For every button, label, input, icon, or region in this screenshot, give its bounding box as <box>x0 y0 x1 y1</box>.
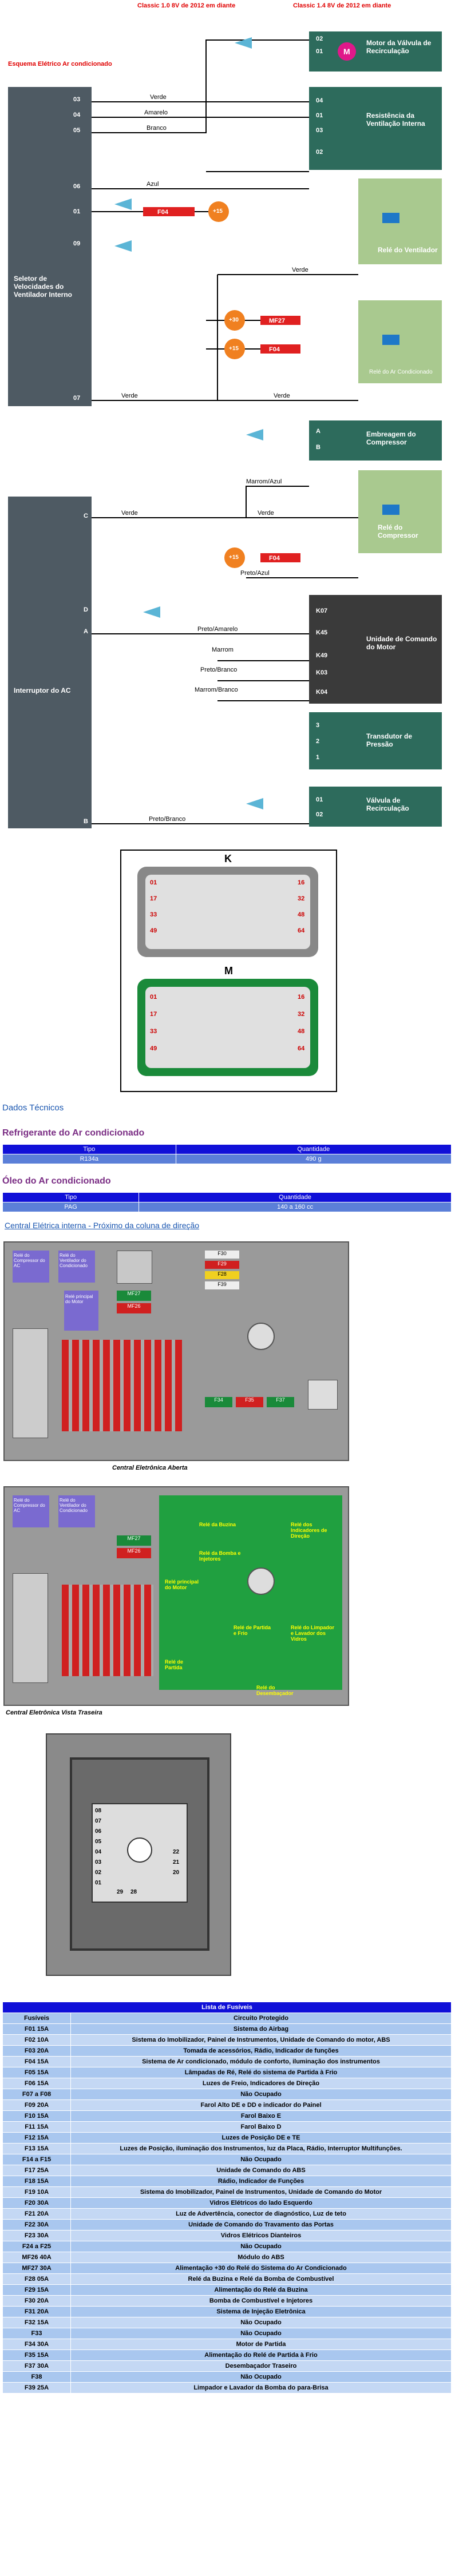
fuse-id: F29 15A <box>3 2285 71 2296</box>
fuse-circuit: Farol Baixo E <box>71 2111 452 2122</box>
fuse-circuit: Limpador e Lavador da Bomba do para-Brisa <box>71 2383 452 2394</box>
fuse-header-circuito: Circuito Protegido <box>71 2013 452 2024</box>
interruptor-pin-c: C <box>84 513 88 519</box>
fuse-id: F39 25A <box>3 2383 71 2394</box>
refrig-header-tipo: Tipo <box>3 1145 176 1154</box>
rele-ventilador-label: Relé do Ventilador <box>378 246 438 254</box>
central-f39: F39 <box>205 1281 239 1289</box>
valvula-pin-02: 02 <box>316 811 323 818</box>
rear-pin-29: 29 <box>117 1889 124 1895</box>
fuse-row <box>3 2372 452 2383</box>
central-aberta-image <box>3 1241 349 1461</box>
central-relay-slot-2 <box>308 1380 338 1410</box>
seletor-label: Seletor de Velocidades do Ventilador Interno <box>14 275 73 299</box>
transdutor-pin-2: 2 <box>316 738 320 745</box>
fuse-id: F19 10A <box>3 2187 71 2198</box>
fuse-table-title: Lista de Fusíveis <box>3 2002 452 2013</box>
wire-azul: Azul <box>147 181 159 188</box>
fuse-row <box>3 2241 452 2252</box>
central2-rele-bomba: Relé da Bomba e Injetores <box>199 1550 241 1562</box>
fuse-id: F21 20A <box>3 2209 71 2220</box>
ucm-connector <box>120 850 337 1092</box>
interruptor-pin-b: B <box>84 818 88 825</box>
fuse-circuit: Sistema de Ar condicionado, módulo de conforto, iluminação dos instrumentos <box>71 2057 452 2067</box>
wire-branco: Branco <box>147 125 167 132</box>
central2-rele-limp: Relé do Limpador e Lavador dos Vidros <box>291 1625 335 1642</box>
transdutor-pin-1: 1 <box>316 754 320 761</box>
transdutor-pin-3: 3 <box>316 722 320 729</box>
k-pin-48: 48 <box>298 911 305 918</box>
arrow-left-3 <box>246 798 263 809</box>
m-pin-33: 33 <box>150 1028 157 1035</box>
central2-connector-left <box>13 1573 48 1683</box>
central2-rele-partida: Relé de Partida <box>165 1659 184 1670</box>
fuse-circuit: Motor de Partida <box>71 2339 452 2350</box>
fuse-circuit: Relé da Buzina e Relé da Bomba de Combustível <box>71 2274 452 2285</box>
embreagem-pin-b: B <box>316 444 321 451</box>
refrig-tipo: R134a <box>3 1154 176 1164</box>
k-pin-32: 32 <box>298 895 305 902</box>
refrigerante-title: Refrigerante do Ar condicionado <box>2 1128 145 1138</box>
resist-pin-02: 02 <box>316 149 323 156</box>
k-pin-16: 16 <box>298 879 305 886</box>
motor-pin-02: 02 <box>316 35 323 42</box>
fuse-row <box>3 2285 452 2296</box>
fuse-table-body <box>3 2024 452 2394</box>
relay-switch-1 <box>382 213 399 223</box>
fuse-id: F05 15A <box>3 2067 71 2078</box>
m-pin-16: 16 <box>298 994 305 1001</box>
central-link[interactable]: Central Elétrica interna - Próximo da coluna de direção <box>5 1221 200 1230</box>
fuse-row <box>3 2350 452 2361</box>
transdutor-label: Transdutor de Pressão <box>366 732 413 748</box>
mf27-label: MF27 <box>269 317 286 324</box>
fuse-row <box>3 2078 452 2089</box>
rear-pin-22: 22 <box>173 1849 180 1855</box>
wire-verde-4: Verde <box>274 392 290 399</box>
fuse-row <box>3 2383 452 2394</box>
plus15-label-c: +15 <box>229 554 239 561</box>
resistencia-box <box>309 87 442 170</box>
arrow-right-2 <box>114 240 132 252</box>
central-relay-slot-1 <box>117 1251 152 1284</box>
connector-k-pinfield <box>145 875 310 949</box>
m-pin-01: 01 <box>150 994 157 1001</box>
fuse-id: F02 10A <box>3 2035 71 2046</box>
fuse-circuit: Sistema do Airbag <box>71 2024 452 2035</box>
valvula-label: Válvula de Recirculação <box>366 796 409 812</box>
wire-verde-5: Verde <box>121 510 138 517</box>
fuse-id: F09 20A <box>3 2100 71 2111</box>
relay-switch-3 <box>382 505 399 515</box>
fuse-circuit: Desembaçador Traseiro <box>71 2361 452 2372</box>
fuse-circuit: Farol Alto DE e DD e indicador do Painel <box>71 2100 452 2111</box>
central-rele-princ-label: Relé principal do Motor <box>65 1294 93 1304</box>
fuse-row <box>3 2176 452 2187</box>
fuse-row <box>3 2230 452 2241</box>
fuse-row <box>3 2067 452 2078</box>
fuse-id: F33 <box>3 2328 71 2339</box>
fuse-id: F06 15A <box>3 2078 71 2089</box>
fuse-id: F12 15A <box>3 2133 71 2144</box>
resistencia-label: Resistência da Ventilação Interna <box>366 112 425 128</box>
fuse-row <box>3 2328 452 2339</box>
wire-verde-2: Verde <box>292 267 308 273</box>
wire-preto-branco-2: Preto/Branco <box>149 816 186 823</box>
fuse-id: F17 25A <box>3 2165 71 2176</box>
k-pin-64: 64 <box>298 927 305 934</box>
central-screw <box>247 1323 275 1350</box>
fuse-f04-label-b: F04 <box>269 346 280 353</box>
fuse-row <box>3 2252 452 2263</box>
fuse-row <box>3 2100 452 2111</box>
wire-verde-3: Verde <box>121 392 138 399</box>
motor-m-label: M <box>343 47 350 56</box>
arrow-right-1 <box>114 199 132 210</box>
m-pin-48: 48 <box>298 1028 305 1035</box>
fuse-f04-c <box>260 553 300 562</box>
plus30-label: +30 <box>229 317 239 323</box>
fuse-circuit: Rádio, Indicador de Funções <box>71 2176 452 2187</box>
wire-marrom-azul: Marrom/Azul <box>246 478 282 485</box>
fuse-circuit: Módulo do ABS <box>71 2252 452 2263</box>
fuse-id: F35 15A <box>3 2350 71 2361</box>
fuse-circuit: Unidade de Comando do ABS <box>71 2165 452 2176</box>
fuse-circuit: Alimentação +30 do Relé do Sistema do Ar Condicionado <box>71 2263 452 2274</box>
fuse-row <box>3 2035 452 2046</box>
fuse-id: F22 30A <box>3 2220 71 2230</box>
rear-pin-05: 05 <box>95 1839 102 1845</box>
fuse-row <box>3 2133 452 2144</box>
dados-tecnicos-title: Dados Técnicos <box>2 1103 64 1113</box>
fuse-id: F20 30A <box>3 2198 71 2209</box>
fuse-row <box>3 2111 452 2122</box>
fuse-id: F04 15A <box>3 2057 71 2067</box>
fuse-id: F01 15A <box>3 2024 71 2035</box>
interruptor-pin-d: D <box>84 606 88 613</box>
fuse-circuit: Alimentação do Relé da Buzina <box>71 2285 452 2296</box>
embreagem-pin-a: A <box>316 428 321 435</box>
motor-pin-01: 01 <box>316 48 323 55</box>
plus15-label-b: +15 <box>229 346 239 352</box>
ucm-pin-k07: K07 <box>316 608 328 614</box>
fuse-row <box>3 2339 452 2350</box>
interruptor-pin-a: A <box>84 628 88 635</box>
central-rear-center <box>127 1837 152 1863</box>
resist-pin-03: 03 <box>316 127 323 134</box>
embreagem-label: Embreagem do Compressor <box>366 430 416 446</box>
fuse-row <box>3 2317 452 2328</box>
ucm-pin-k45: K45 <box>316 629 328 636</box>
fuse-circuit: Tomada de acessórios, Rádio, Indicador de funções <box>71 2046 452 2057</box>
fuse-f04-label-a: F04 <box>157 209 168 216</box>
rele-compressor-box <box>358 470 442 553</box>
oleo-table <box>2 1192 452 1212</box>
fuse-row <box>3 2144 452 2154</box>
seletor-pin-06: 06 <box>73 183 81 190</box>
fuse-row <box>3 2057 452 2067</box>
resist-pin-01: 01 <box>316 112 323 119</box>
fuse-row <box>3 2089 452 2100</box>
rear-pin-01: 01 <box>95 1880 102 1886</box>
connector-m-label: M <box>224 965 233 977</box>
fuse-circuit: Unidade de Comando do Travamento das Portas <box>71 2220 452 2230</box>
rear-pin-07: 07 <box>95 1818 102 1824</box>
ucm-pin-k04: K04 <box>316 689 328 696</box>
fuse-circuit: Não Ocupado <box>71 2328 452 2339</box>
central2-screw <box>247 1567 275 1595</box>
rele-ar-label: Relé do Ar Condicionado <box>369 369 433 375</box>
fuse-circuit: Lâmpadas de Ré, Relé do sistema de Partida à Frio <box>71 2067 452 2078</box>
fuse-id: F38 <box>3 2372 71 2383</box>
refrigerante-table <box>2 1144 452 1164</box>
fuse-row <box>3 2209 452 2220</box>
fuse-id: F28 05A <box>3 2274 71 2285</box>
fuse-f04-label-c: F04 <box>269 555 280 562</box>
motor-valvula-label: Motor da Válvula de Recirculação <box>366 39 432 55</box>
seletor-pin-01: 01 <box>73 208 81 215</box>
fuse-circuit: Alimentação do Relé de Partida à Frio <box>71 2350 452 2361</box>
fuse-id: F37 30A <box>3 2361 71 2372</box>
seletor-pin-07: 07 <box>73 395 81 402</box>
wire-preto-amarelo: Preto/Amarelo <box>197 626 238 633</box>
ucm-pin-k03: K03 <box>316 669 328 676</box>
k-pin-17: 17 <box>150 895 157 902</box>
fuse-id: F34 30A <box>3 2339 71 2350</box>
fuse-circuit: Não Ocupado <box>71 2089 452 2100</box>
oleo-qtd: 140 a 160 cc <box>139 1202 452 1212</box>
central2-rele-motor: Relé principal do Motor <box>165 1579 199 1590</box>
fuse-row <box>3 2024 452 2035</box>
rear-pin-06: 06 <box>95 1828 102 1835</box>
fuse-row <box>3 2165 452 2176</box>
interruptor-label: Interruptor do AC <box>14 686 71 694</box>
rear-pin-28: 28 <box>130 1889 137 1895</box>
central-mf26: MF26 <box>117 1303 151 1313</box>
connector-k-body <box>137 867 318 957</box>
schema-title: Esquema Elétrico Ar condicionado <box>8 61 112 68</box>
fuse-f04-a <box>143 207 195 216</box>
ucm-label: Unidade de Comando do Motor <box>366 635 437 651</box>
m-pin-32: 32 <box>298 1011 305 1018</box>
fuse-id: F13 15A <box>3 2144 71 2154</box>
fuse-row <box>3 2296 452 2307</box>
rear-pin-03: 03 <box>95 1859 102 1865</box>
central-rele-comp-label: Relé do Compressor do AC <box>14 1253 45 1268</box>
fuse-id: F03 20A <box>3 2046 71 2057</box>
fuse-id: MF26 40A <box>3 2252 71 2263</box>
seletor-pin-04: 04 <box>73 112 81 118</box>
central-f30: F30 <box>205 1251 239 1259</box>
rear-pin-21: 21 <box>173 1859 180 1865</box>
fuse-id: F18 15A <box>3 2176 71 2187</box>
fuse-circuit: Sistema do Imobilizador, Painel de Instrumentos, Unidade de Comando do motor, ABS <box>71 2035 452 2046</box>
refrig-qtd: 490 g <box>176 1154 451 1164</box>
fuse-id: F14 a F15 <box>3 2154 71 2165</box>
fuse-circuit: Não Ocupado <box>71 2317 452 2328</box>
fuse-circuit: Não Ocupado <box>71 2241 452 2252</box>
fuse-row <box>3 2198 452 2209</box>
rear-pin-04: 04 <box>95 1849 102 1855</box>
seletor-pin-03: 03 <box>73 96 81 103</box>
central-f35: F35 <box>236 1397 263 1407</box>
ucm-pin-k49: K49 <box>316 652 328 659</box>
fuse-f04-b <box>260 344 300 354</box>
arrow-right-3 <box>143 606 160 618</box>
header-classic-10: Classic 1.0 8V de 2012 em diante <box>137 2 236 9</box>
fuse-circuit: Bomba de Combustível e Injetores <box>71 2296 452 2307</box>
caption-traseira: Central Eletrônica Vista Traseira <box>6 1709 102 1716</box>
central-rear-image <box>46 1733 231 1976</box>
central-fuse-bank <box>62 1340 182 1431</box>
connector-k-label: K <box>224 853 232 864</box>
valvula-pin-01: 01 <box>316 796 323 803</box>
central-f34: F34 <box>205 1397 232 1407</box>
fuse-circuit: Não Ocupado <box>71 2372 452 2383</box>
fuse-circuit: Vidros Elétricos do lado Esquerdo <box>71 2198 452 2209</box>
fuse-id: F30 20A <box>3 2296 71 2307</box>
rear-pin-02: 02 <box>95 1870 102 1876</box>
fuse-row <box>3 2046 452 2057</box>
central2-rele-buzina: Relé da Buzina <box>199 1522 236 1527</box>
central-f29: F29 <box>205 1261 239 1269</box>
fuse-circuit: Luz de Advertência, conector de diagnóstico, Luz de teto <box>71 2209 452 2220</box>
wire-amarelo: Amarelo <box>144 109 168 116</box>
fuse-header-fusiveis: Fusíveis <box>3 2013 71 2024</box>
m-pin-49: 49 <box>150 1045 157 1052</box>
fuse-id: F10 15A <box>3 2111 71 2122</box>
wire-marrom: Marrom <box>212 646 234 653</box>
wiring-diagram <box>0 0 455 835</box>
fuse-circuit: Vidros Elétricos Dianteiros <box>71 2230 452 2241</box>
header-classic-14: Classic 1.4 8V de 2012 em diante <box>293 2 391 9</box>
interruptor-box <box>8 497 92 828</box>
central2-rele-desemb: Relé do Desembaçador <box>256 1685 294 1696</box>
wire-preto-azul: Preto/Azul <box>240 570 270 577</box>
arrow-left-1 <box>235 37 252 49</box>
oleo-header-qtd: Quantidade <box>139 1193 452 1202</box>
k-pin-33: 33 <box>150 911 157 918</box>
wire-verde-6: Verde <box>258 510 274 517</box>
m-pin-64: 64 <box>298 1045 305 1052</box>
plus15-label-a: +15 <box>213 208 223 215</box>
fuse-row <box>3 2154 452 2165</box>
fuse-circuit: Sistema do Imobilizador, Painel de Instrumentos, Unidade de Comando do Motor <box>71 2187 452 2198</box>
central2-rele-farol: Relé de Partida e Frio <box>234 1625 271 1636</box>
fuse-id: F32 15A <box>3 2317 71 2328</box>
seletor-pin-05: 05 <box>73 127 81 134</box>
fuse-circuit: Sistema de Injeção Eletrônica <box>71 2307 452 2317</box>
fuse-id: F24 a F25 <box>3 2241 71 2252</box>
seletor-pin-09: 09 <box>73 240 81 247</box>
central2-rele-vent-label: Relé do Ventilador do Condicionado <box>60 1498 88 1513</box>
rear-pin-20: 20 <box>173 1870 180 1876</box>
fuse-row <box>3 2220 452 2230</box>
fuse-id: F07 a F08 <box>3 2089 71 2100</box>
fuse-circuit: Luzes de Posição, iluminação dos Instrumentos, luz da Placa, Rádio, Interruptor Multifunções. <box>71 2144 452 2154</box>
fuse-id: F23 30A <box>3 2230 71 2241</box>
central2-mf27: MF27 <box>117 1535 151 1546</box>
k-pin-01: 01 <box>150 879 157 886</box>
caption-aberta: Central Eletrônica Aberta <box>112 1464 188 1471</box>
wire-marrom-branco: Marrom/Branco <box>195 686 238 693</box>
central2-mf26: MF26 <box>117 1548 151 1558</box>
central-rele-vent-label: Relé do Ventilador do Condicionado <box>60 1253 88 1268</box>
refrig-header-qtd: Quantidade <box>176 1145 451 1154</box>
fuse-circuit: Luzes de Posição DE e TE <box>71 2133 452 2144</box>
fuse-row <box>3 2122 452 2133</box>
central-f37: F37 <box>267 1397 294 1407</box>
fuse-circuit: Não Ocupado <box>71 2154 452 2165</box>
central2-rele-indic: Relé dos Indicadores de Direção <box>291 1522 327 1539</box>
fuse-row <box>3 2307 452 2317</box>
fuse-row <box>3 2361 452 2372</box>
fuse-row <box>3 2263 452 2274</box>
connector-m-body <box>137 979 318 1076</box>
rele-compressor-label: Relé do Compressor <box>378 523 418 539</box>
fuse-id: MF27 30A <box>3 2263 71 2274</box>
fuse-id: F31 20A <box>3 2307 71 2317</box>
connector-m-pinfield <box>145 987 310 1068</box>
fuse-row <box>3 2187 452 2198</box>
oleo-header-tipo: Tipo <box>3 1193 139 1202</box>
oleo-title: Óleo do Ar condicionado <box>2 1176 111 1186</box>
central-mf27: MF27 <box>117 1291 151 1301</box>
wire-verde-1: Verde <box>150 94 167 101</box>
fuse-row <box>3 2274 452 2285</box>
fuse-table <box>2 2002 452 2394</box>
central-connector-left <box>13 1328 48 1438</box>
k-pin-49: 49 <box>150 927 157 934</box>
rear-pin-08: 08 <box>95 1808 102 1814</box>
relay-switch-2 <box>382 335 399 345</box>
fuse-id: F11 15A <box>3 2122 71 2133</box>
fuse-circuit: Luzes de Freio, Indicadores de Direção <box>71 2078 452 2089</box>
central2-rele-comp-label: Relé do Compressor do AC <box>14 1498 45 1513</box>
fuse-circuit: Farol Baixo D <box>71 2122 452 2133</box>
oleo-tipo: PAG <box>3 1202 139 1212</box>
m-pin-17: 17 <box>150 1011 157 1018</box>
central2-fuse-bank <box>62 1585 153 1676</box>
central-f28: F28 <box>205 1271 239 1279</box>
resist-pin-04: 04 <box>316 97 323 104</box>
central-labeled-image <box>3 1486 349 1706</box>
wire-preto-branco: Preto/Branco <box>200 666 238 673</box>
arrow-left-2 <box>246 429 263 440</box>
